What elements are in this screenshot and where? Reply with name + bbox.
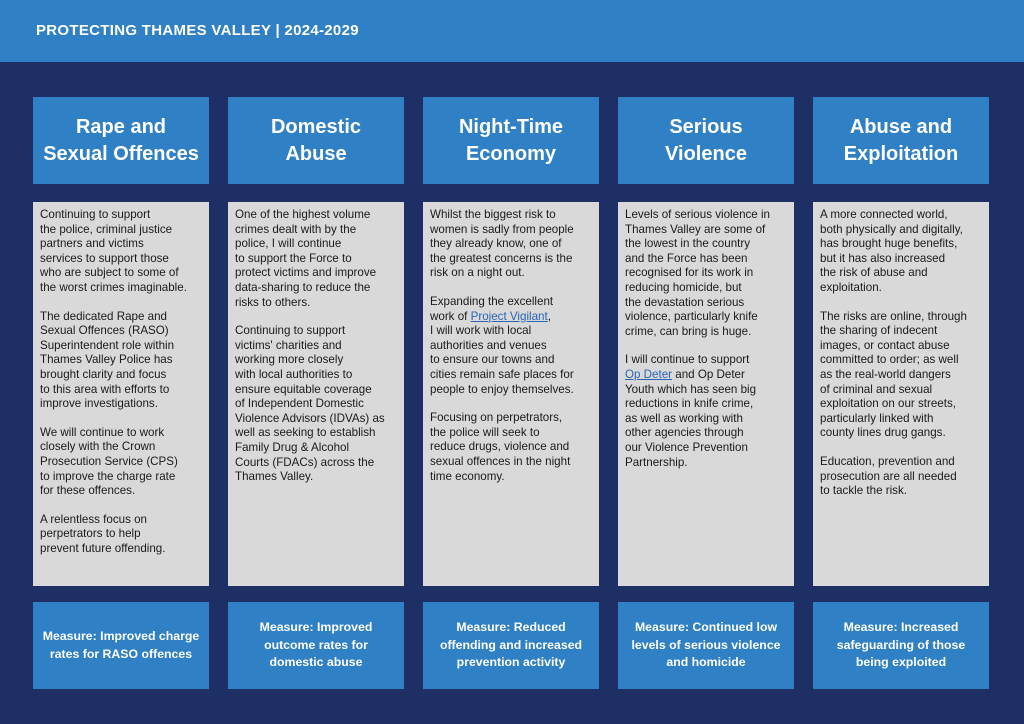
column-body (813, 202, 989, 586)
column-body (618, 202, 794, 586)
top-banner (0, 0, 1024, 62)
paragraph-text: and Op Deter Youth which has seen big reductions in knife crime, as well as working with other agencies through our Violence Prevention Partnership. (625, 367, 757, 469)
column-domestic-abuse (228, 97, 404, 670)
op-deter-link[interactable]: Op Deter (625, 367, 673, 381)
column-body (228, 202, 404, 586)
paragraph: A more connected world, both physically and digitally, has brought huge benefits, but it has also increased the risk of abuse and exploitation. (820, 208, 963, 294)
paragraph: One of the highest volume crimes dealt with by the police, I will continue to support the Force to protect victims and improve data-sharing to reduce the risks to others. (235, 208, 377, 309)
measure-box: Measure: Improved outcome rates for domestic abuse (228, 602, 404, 689)
measure-box: Measure: Improved charge rates for RASO offences (33, 602, 209, 689)
paragraph: Levels of serious violence in Thames Valley are some of the lowest in the country and the Force has been recognised for its work in reducing homicide, but the devastation serious violence, particularly knife crime, can bring is huge. (625, 208, 771, 338)
paragraph (430, 295, 593, 397)
measure-box: Measure: Continued low levels of serious violence and homicide (618, 602, 794, 689)
paragraph: Continuing to support victims' charities and working more closely with local authorities to ensure equitable coverage of Independent Domestic Violence Advisors (IDVAs) as well as seeking to establish Family Drug & Alcohol Courts (FDACs) across the Thames Valley. (235, 324, 385, 484)
paragraph: We will continue to work closely with the Crown Prosecution Service (CPS) to improve the charge rate for these offences. (40, 425, 178, 498)
paragraph-text: I will continue to support (625, 353, 750, 367)
paragraph: The risks are online, through the sharing of indecent images, or contact abuse committed to order; as well as the real-world dangers of criminal and sexual exploitation on our streets, particularly linked with county lines drug gangs. (820, 309, 967, 440)
paragraph: A relentless focus on perpetrators to help prevent future offending. (40, 512, 166, 555)
column-night-time-economy (423, 97, 599, 670)
column-heading: Night-Time Economy (423, 97, 599, 184)
paragraph: Whilst the biggest risk to women is sadly from people they already know, one of the greatest concerns is the risk on a night out. (430, 208, 574, 280)
column-serious-violence (618, 97, 794, 670)
column-heading: Rape and Sexual Offences (33, 97, 209, 184)
paragraph-text: Expanding the excellent work of (430, 294, 554, 323)
paragraph-text: , I will work with local authorities and venues to ensure our towns and cities remain safe places for people to enjoy themselves. (430, 309, 574, 396)
measure-box: Measure: Increased safeguarding of those being exploited (813, 602, 989, 689)
column-heading: Serious Violence (618, 97, 794, 184)
page-title: PROTECTING THAMES VALLEY | 2024-2029 (36, 22, 359, 39)
paragraph: Focusing on perpetrators, the police will seek to reduce drugs, violence and sexual offences in the night time economy. (430, 411, 571, 483)
column-body (33, 202, 209, 586)
column-abuse-exploitation (813, 97, 989, 670)
paragraph: Continuing to support the police, criminal justice partners and victims services to support those who are subject to some of the worst crimes imaginable. (40, 208, 187, 294)
project-vigilant-link[interactable]: Project Vigilant (470, 309, 548, 323)
paragraph: Education, prevention and prosecution are all needed to tackle the risk. (820, 454, 957, 498)
column-heading: Abuse and Exploitation (813, 97, 989, 184)
paragraph: The dedicated Rape and Sexual Offences (RASO) Superintendent role within Thames Valley Police has brought clarity and focus to this area with efforts to improve investigations. (40, 309, 175, 411)
column-rape-sexual-offences (33, 97, 209, 661)
paragraph (625, 353, 788, 470)
column-heading: Domestic Abuse (228, 97, 404, 184)
column-body (423, 202, 599, 586)
measure-box: Measure: Reduced offending and increased prevention activity (423, 602, 599, 689)
